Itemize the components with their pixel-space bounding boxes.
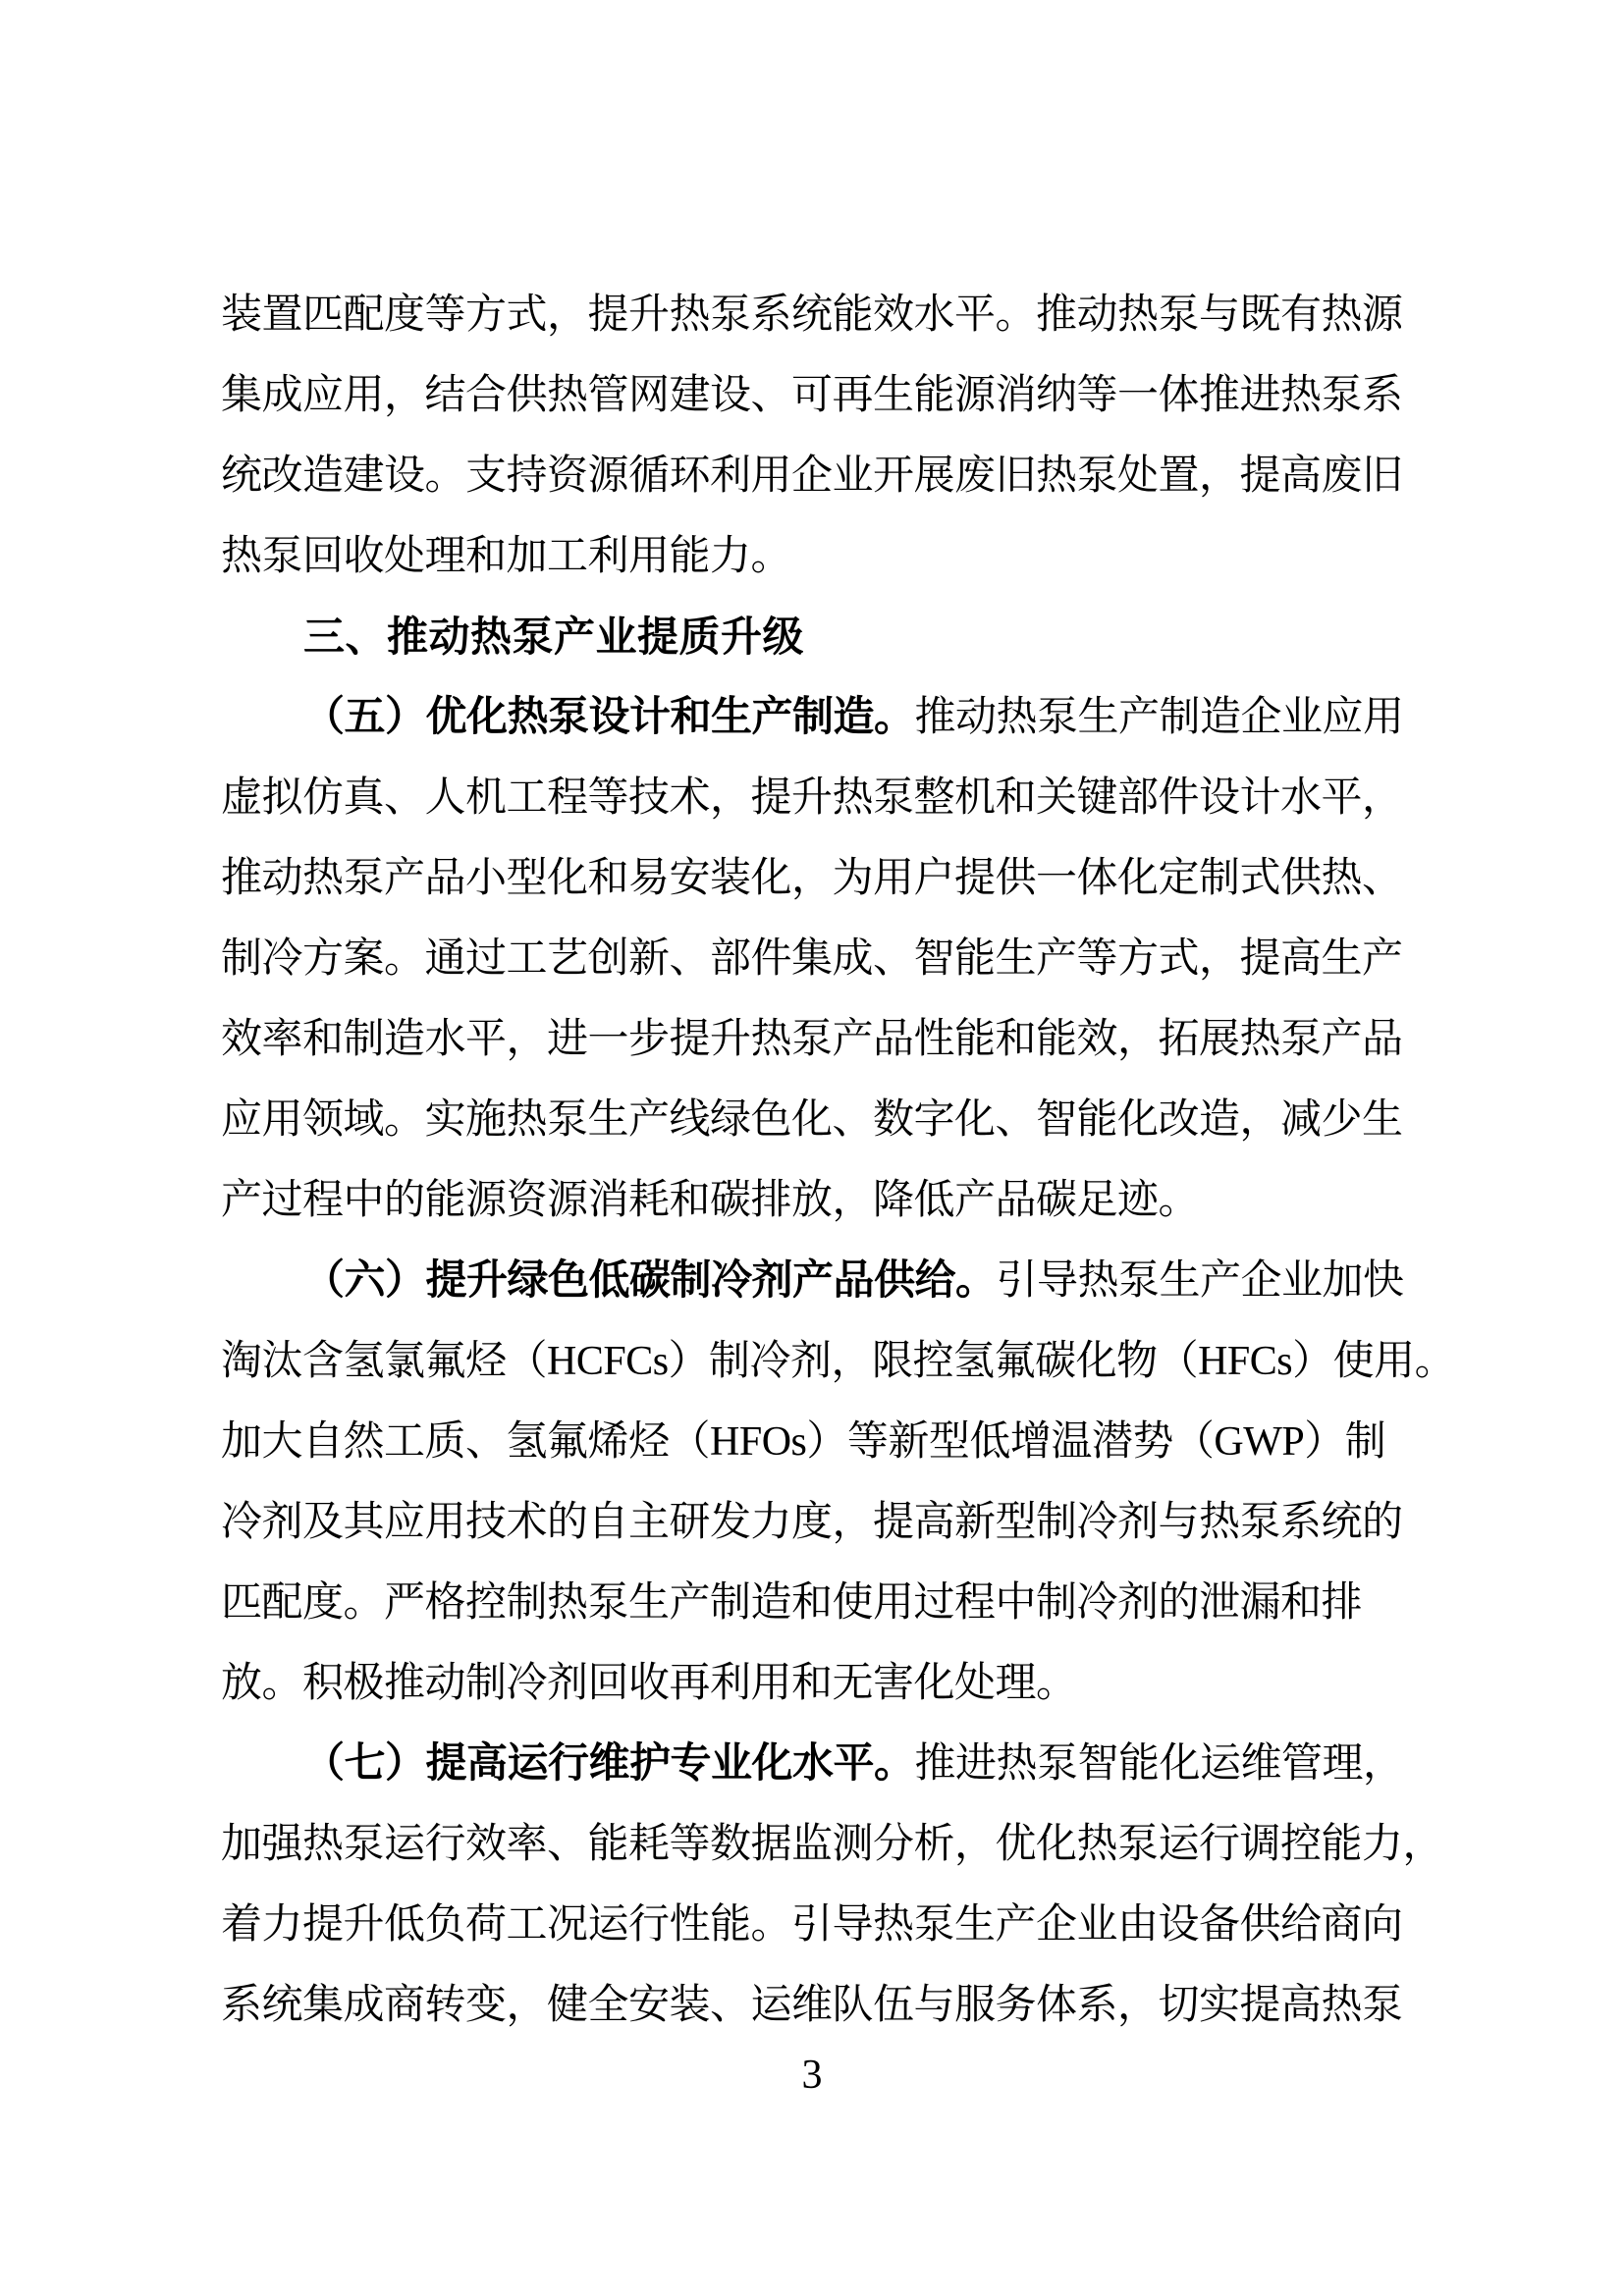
- text-line: [221, 436, 1411, 516]
- text-line: [221, 1402, 1411, 1482]
- line-text: 加大自然工质、氢氟烯烃（HFOs）等新型低增温潜势（GWP）制: [221, 1419, 1386, 1465]
- line-text: 三、推动热泵产业提质升级: [303, 614, 805, 660]
- text-line: [221, 1080, 1411, 1160]
- line-text: 系统集成商转变，健全安装、运维队伍与服务体系，切实提高热泵: [221, 1983, 1403, 2028]
- text-line: [221, 838, 1411, 919]
- line-text: 引导热泵生产企业加快: [996, 1258, 1404, 1304]
- paragraph-lead: （六）提升绿色低碳制冷剂产品供给。: [303, 1258, 997, 1304]
- line-text: 应用领域。实施热泵生产线绿色化、数字化、智能化改造，减少生: [221, 1097, 1403, 1143]
- text-line: [221, 1643, 1411, 1724]
- line-text: 推进热泵智能化运维管理，: [914, 1741, 1404, 1787]
- text-block: [221, 275, 1456, 2046]
- text-line: [221, 919, 1411, 999]
- line-text: 统改造建设。支持资源循环利用企业开展废旧热泵处置，提高废旧: [221, 454, 1403, 499]
- line-text: 制冷方案。通过工艺创新、部件集成、智能生产等方式，提高生产: [221, 936, 1403, 982]
- text-line: [221, 1724, 1411, 1804]
- text-line: [221, 1965, 1411, 2046]
- line-text: 冷剂及其应用技术的自主研发力度，提高新型制冷剂与热泵系统的: [221, 1500, 1403, 1545]
- line-text: 匹配度。严格控制热泵生产制造和使用过程中制冷剂的泄漏和排: [221, 1580, 1363, 1626]
- line-text: 虚拟仿真、人机工程等技术，提升热泵整机和关键部件设计水平，: [221, 775, 1403, 821]
- line-text: 推动热泵生产制造企业应用: [914, 695, 1404, 740]
- line-text: 集成应用，结合供热管网建设、可再生能源消纳等一体推进热泵系: [221, 373, 1403, 418]
- text-line: [221, 355, 1411, 436]
- text-line: [221, 999, 1411, 1080]
- line-text: 装置匹配度等方式，提升热泵系统能效水平。推动热泵与既有热源: [221, 293, 1403, 338]
- paragraph-lead: （五）优化热泵设计和生产制造。: [303, 695, 915, 740]
- line-text: 效率和制造水平，进一步提升热泵产品性能和能效，拓展热泵产品: [221, 1017, 1403, 1062]
- page-number: 3: [801, 2053, 823, 2098]
- line-text: 热泵回收处理和加工利用能力。: [221, 534, 792, 579]
- section-heading: [221, 597, 1411, 677]
- text-line: [221, 1885, 1411, 1965]
- paragraph-lead: （七）提高运行维护专业化水平。: [303, 1741, 915, 1787]
- text-line: [221, 1804, 1444, 1885]
- text-line: [221, 1482, 1411, 1563]
- text-line: [221, 1321, 1456, 1402]
- line-text: 放。积极推动制冷剂回收再利用和无害化处理。: [221, 1661, 1077, 1706]
- line-text: 推动热泵产品小型化和易安装化，为用户提供一体化定制式供热、: [221, 856, 1403, 901]
- line-text: 加强热泵运行效率、能耗等数据监测分析，优化热泵运行调控能力，: [221, 1822, 1444, 1867]
- text-line: [221, 1241, 1411, 1321]
- text-line: [221, 275, 1411, 355]
- text-line: [221, 516, 1411, 597]
- text-line: [221, 1160, 1411, 1241]
- text-line: [221, 758, 1411, 838]
- line-text: 淘汰含氢氯氟烃（HCFCs）制冷剂，限控氢氟碳化物（HFCs）使用。: [221, 1339, 1456, 1384]
- text-line: [221, 677, 1411, 758]
- line-text: 着力提升低负荷工况运行性能。引导热泵生产企业由设备供给商向: [221, 1902, 1403, 1948]
- text-line: [221, 1563, 1411, 1643]
- line-text: 产过程中的能源资源消耗和碳排放，降低产品碳足迹。: [221, 1178, 1200, 1223]
